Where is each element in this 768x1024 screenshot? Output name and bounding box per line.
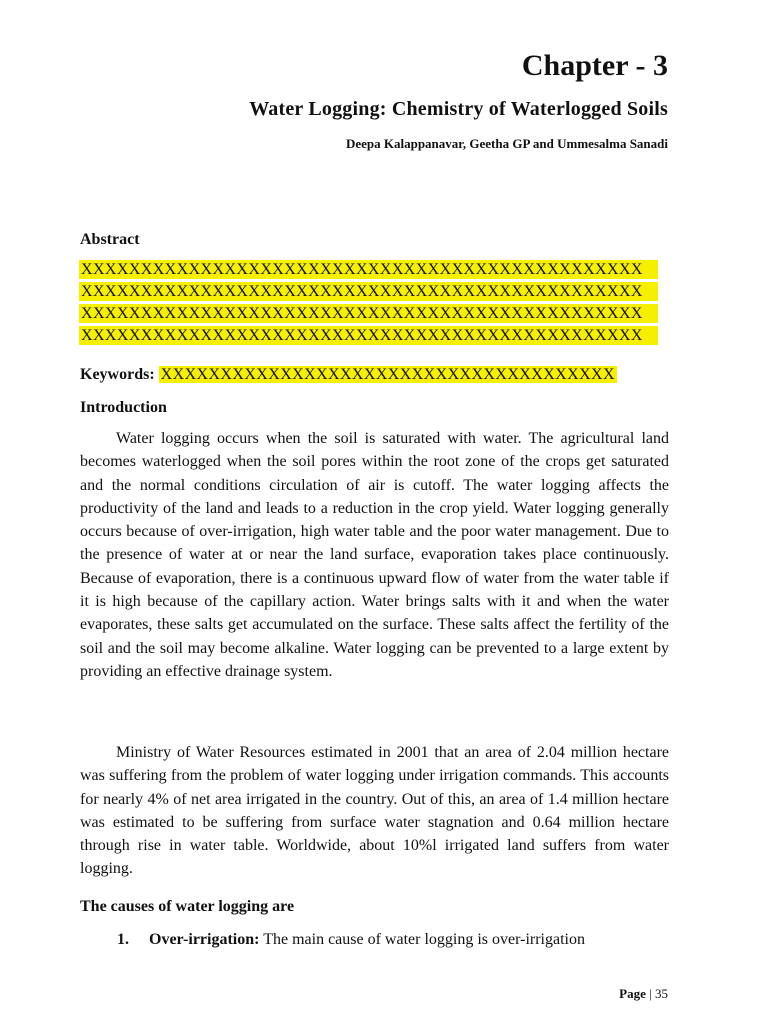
page-label: Page — [619, 986, 646, 1001]
keywords-row — [80, 364, 617, 386]
list-number: 1. — [117, 931, 129, 948]
causes-list-item — [117, 928, 585, 951]
page-separator: | — [645, 986, 655, 1001]
list-term: Over-irrigation: — [149, 931, 260, 948]
abstract-heading: Abstract — [80, 231, 140, 248]
authors-line: Deepa Kalappanavar, Geetha GP and Ummesalma Sanadi — [345, 136, 668, 151]
chapter-title: Water Logging: Chemistry of Waterlogged Soils — [249, 98, 668, 120]
causes-heading: The causes of water logging are — [80, 898, 295, 915]
introduction-heading: Introduction — [80, 399, 167, 416]
abstract-line: XXXXXXXXXXXXXXXXXXXXXXXXXXXXXXXXXXXXXXXXXXXXXXX — [79, 260, 658, 279]
page-number: 35 — [655, 986, 668, 1001]
list-text: The main cause of water logging is over-irrigation — [259, 931, 585, 948]
abstract-line: XXXXXXXXXXXXXXXXXXXXXXXXXXXXXXXXXXXXXXXXXXXXXXX — [79, 326, 658, 345]
abstract-line: XXXXXXXXXXXXXXXXXXXXXXXXXXXXXXXXXXXXXXXXXXXXXXX — [79, 282, 658, 301]
introduction-paragraph: Water logging occurs when the soil is saturated with water. The agricultural land becomes waterlogged when the soil pores within the root zone of the crops get saturated and the normal conditions circulation of air is cutoff. The water logging affects the productivity of the land and leads to a reduction in the crop yield. Water logging generally occurs because of over-irrigation, high water table and the poor water management. Due to the presence of water at or near the land surface, evaporation takes place continuously. Because of evaporation, there is a continuous upward flow of water from the water table if it is high because of the capillary action. Water brings salts with it and when the water evaporates, these salts get accumulated on the surface. These salts affect the fertility of the soil and the soil may become alkaline. Water logging can be prevented to a large extent by providing an effective drainage system. — [80, 430, 669, 680]
abstract-line: XXXXXXXXXXXXXXXXXXXXXXXXXXXXXXXXXXXXXXXXXXXXXXX — [79, 304, 658, 323]
keywords-value: XXXXXXXXXXXXXXXXXXXXXXXXXXXXXXXXXXXXXX — [160, 366, 615, 383]
page-footer — [619, 985, 668, 1003]
abstract-body — [79, 260, 658, 348]
chapter-number: Chapter - 3 — [521, 49, 668, 82]
keywords-label: Keywords: — [80, 366, 155, 383]
introduction-paragraph: Ministry of Water Resources estimated in 2001 that an area of 2.04 million hectare was suffering from the problem of water logging under irrigation commands. This accounts for nearly 4% of net area irrigated in the country. Out of this, an area of 1.4 million hectare was estimated to be suffering from surface water stagnation and 0.64 million hectare through rise in water table. Worldwide, about 10%l irrigated land suffers from water logging. — [80, 744, 669, 878]
